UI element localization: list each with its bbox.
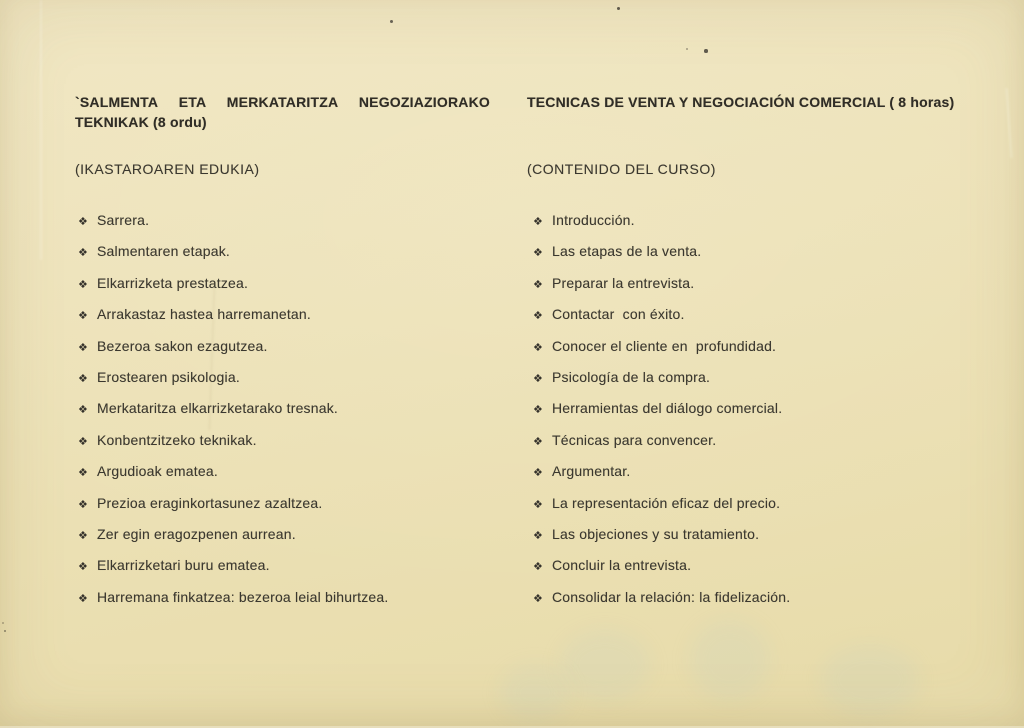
paper-crease <box>40 0 42 260</box>
diamond-bullet-icon: ❖ <box>78 278 89 291</box>
ink-showthrough <box>690 620 770 700</box>
topic-item <box>533 557 997 575</box>
paper-speck <box>686 48 688 50</box>
ink-showthrough <box>560 630 650 700</box>
course-subtitle-basque: (IKASTAROAREN EDUKIA) <box>75 161 260 177</box>
diamond-bullet-icon: ❖ <box>78 310 89 323</box>
diamond-bullet-icon: ❖ <box>533 341 544 354</box>
topic-item <box>533 369 997 387</box>
topic-text: Arrakastaz hastea harremanetan. <box>97 306 311 323</box>
topic-list-spanish <box>527 212 997 620</box>
diamond-bullet-icon: ❖ <box>533 310 544 323</box>
diamond-bullet-icon: ❖ <box>533 372 544 385</box>
topic-text: Zer egin eragozpenen aurrean. <box>97 525 296 542</box>
topic-text: Psicología de la compra. <box>552 368 711 385</box>
topic-text: Contactar con éxito. <box>552 306 685 323</box>
diamond-bullet-icon: ❖ <box>533 592 544 605</box>
diamond-bullet-icon: ❖ <box>533 278 544 291</box>
topic-item <box>533 306 997 324</box>
topic-item <box>78 243 490 261</box>
topic-item <box>78 275 490 293</box>
diamond-bullet-icon: ❖ <box>533 467 544 480</box>
topic-item <box>533 243 997 261</box>
course-title-basque <box>75 92 490 132</box>
diamond-bullet-icon: ❖ <box>533 529 544 542</box>
diamond-bullet-icon: ❖ <box>78 341 89 354</box>
course-title-spanish: TECNICAS DE VENTA Y NEGOCIACIÓN COMERCIAL ( 8 horas) <box>527 94 955 110</box>
diamond-bullet-icon: ❖ <box>78 372 89 385</box>
topic-text: Consolidar la relación: la fidelización. <box>552 588 791 605</box>
topic-item <box>533 589 997 607</box>
topic-text: Introducción. <box>552 212 635 228</box>
topic-item <box>533 495 997 513</box>
diamond-bullet-icon: ❖ <box>78 435 89 448</box>
topic-item <box>78 432 490 450</box>
topic-item <box>533 432 997 450</box>
topic-item <box>78 495 490 513</box>
topic-text: Concluir la entrevista. <box>552 557 692 574</box>
topic-text: Argudioak ematea. <box>97 463 218 480</box>
topic-text: Técnicas para convencer. <box>552 431 717 448</box>
paper-speck <box>4 630 6 632</box>
topic-text: Erostearen psikologia. <box>97 368 240 385</box>
diamond-bullet-icon: ❖ <box>533 498 544 511</box>
topic-text: Elkarrizketari buru ematea. <box>97 557 270 574</box>
topic-text: La representación eficaz del precio. <box>552 494 781 511</box>
topic-item <box>78 212 490 230</box>
topic-text: Conocer el cliente en profundidad. <box>552 337 777 354</box>
diamond-bullet-icon: ❖ <box>533 561 544 574</box>
topic-text: Herramientas del diálogo comercial. <box>552 400 783 417</box>
diamond-bullet-icon: ❖ <box>533 435 544 448</box>
topic-text: Preparar la entrevista. <box>552 274 695 291</box>
diamond-bullet-icon: ❖ <box>78 498 89 511</box>
diamond-bullet-icon: ❖ <box>533 404 544 417</box>
diamond-bullet-icon: ❖ <box>78 592 89 605</box>
topic-item <box>78 369 490 387</box>
diamond-bullet-icon: ❖ <box>78 404 89 417</box>
topic-text: Salmentaren etapak. <box>97 243 230 260</box>
paper-speck <box>704 49 708 53</box>
topic-text: Sarrera. <box>97 212 150 228</box>
topic-item <box>533 400 997 418</box>
basque-column <box>75 92 490 605</box>
topic-item <box>533 463 997 481</box>
diamond-bullet-icon: ❖ <box>78 247 89 260</box>
topic-text: Elkarrizketa prestatzea. <box>97 274 249 291</box>
course-title-basque-line1: `SALMENTA ETA MERKATARITZA NEGOZIAZIORAKO <box>75 94 490 110</box>
diamond-bullet-icon: ❖ <box>78 216 89 228</box>
ink-showthrough <box>500 665 570 720</box>
diamond-bullet-icon: ❖ <box>533 247 544 260</box>
topic-item <box>533 275 997 293</box>
topic-text: Konbentzitzeko teknikak. <box>97 431 257 448</box>
topic-text: Harremana finkatzea: bezeroa leial bihurtzea. <box>97 588 389 605</box>
topic-item <box>533 212 997 230</box>
ink-showthrough <box>820 645 920 715</box>
paper-speck <box>390 20 393 23</box>
paper-speck <box>2 622 4 624</box>
topic-item <box>78 400 490 418</box>
diamond-bullet-icon: ❖ <box>78 561 89 574</box>
course-subtitle-spanish: (CONTENIDO DEL CURSO) <box>527 161 716 177</box>
topic-text: Las etapas de la venta. <box>552 243 702 260</box>
topic-text: Prezioa eraginkortasunez azaltzea. <box>97 494 323 511</box>
topic-item <box>78 526 490 544</box>
spanish-column <box>527 92 997 605</box>
topic-item <box>78 306 490 324</box>
topic-item <box>78 589 490 607</box>
topic-text: Bezeroa sakon ezagutzea. <box>97 337 268 354</box>
topic-text: Merkataritza elkarrizketarako tresnak. <box>97 400 339 417</box>
paper-speck <box>617 7 620 10</box>
course-title-basque-line2: TEKNIKAK (8 ordu) <box>75 114 207 130</box>
topic-text: Argumentar. <box>552 463 631 480</box>
topic-item <box>78 338 490 356</box>
topic-item <box>78 557 490 575</box>
diamond-bullet-icon: ❖ <box>78 467 89 480</box>
topic-item <box>78 463 490 481</box>
topic-item <box>533 526 997 544</box>
diamond-bullet-icon: ❖ <box>533 216 544 228</box>
paper-crease <box>1006 88 1013 158</box>
topic-text: Las objeciones y su tratamiento. <box>552 525 760 542</box>
topic-item <box>533 338 997 356</box>
diamond-bullet-icon: ❖ <box>78 529 89 542</box>
topic-list-basque <box>75 212 490 620</box>
